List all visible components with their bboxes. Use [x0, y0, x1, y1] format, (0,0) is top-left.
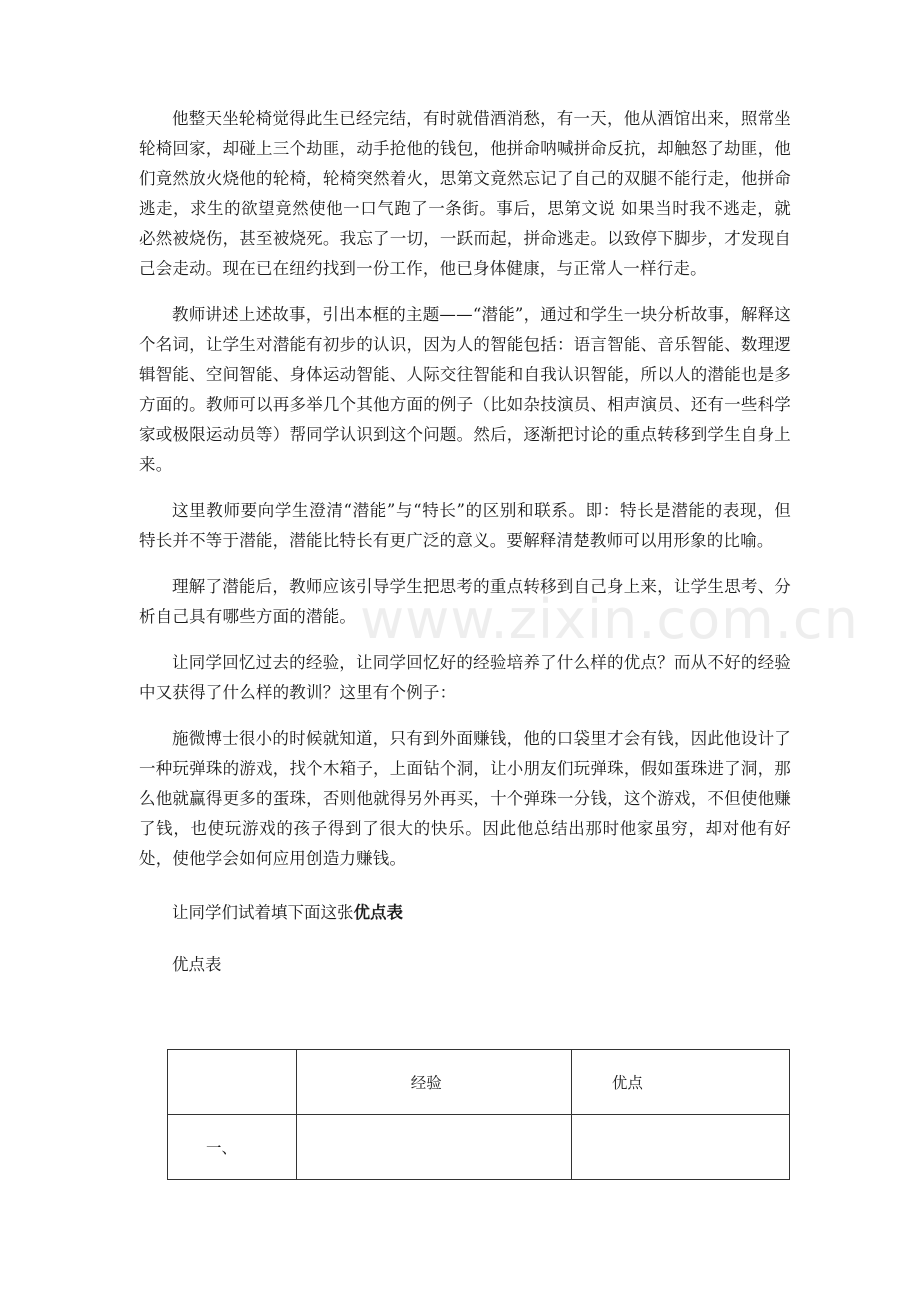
paragraph-self-reflection: 理解了潜能后，教师应该引导学生把思考的重点转移到自己身上来，让学生思考、分析自己具有哪些方面的潜能。 [139, 577, 791, 626]
header-cell-merit: 优点 [571, 1050, 789, 1115]
header-cell-blank [168, 1050, 297, 1115]
table-header-row [168, 1050, 790, 1115]
table-title: 优点表 [172, 955, 222, 974]
table-row [168, 1115, 790, 1180]
document-body [139, 104, 791, 980]
merit-table [167, 1049, 790, 1180]
experience-cell[interactable] [296, 1115, 571, 1180]
paragraph-potential-vs-talent: 这里教师要向学生澄清“潜能”与“特长”的区别和联系。即：特长是潜能的表现，但特长并不等于潜能，潜能比特长有更广泛的意义。要解释清楚教师可以用形象的比喻。 [139, 501, 791, 550]
table-intro-line [139, 898, 791, 928]
table-intro-bold: 优点表 [353, 903, 403, 922]
paragraph-potential-intro: 教师讲述上述故事，引出本框的主题——“潜能”，通过和学生一块分析故事，解释这个名词，让学生对潜能有初步的认识，因为人的智能包括：语言智能、音乐智能、数理逻辑智能、空间智能、身体运动智能、人际交往智能和自我认识智能，所以人的潜能也是多方面的。教师可以再多举几个其他方面的例子（比如杂技演员、相声演员、还有一些科学家或极限运动员等）帮同学认识到这个问题。然后，逐渐把讨论的重点转移到学生自身上来。 [139, 305, 791, 474]
table-intro-lead: 让同学们试着填下面这张 [172, 903, 354, 922]
watermark: www.zixin.com.cn [360, 588, 859, 651]
paragraph-story-marbles: 施微博士很小的时候就知道，只有到外面赚钱，他的口袋里才会有钱，因此他设计了一种玩弹珠的游戏，找个木箱子，上面钻个洞，让小朋友们玩弹珠，假如蛋珠进了洞，那么他就赢得更多的蛋珠，否则他就得另外再买，十个弹珠一分钱，这个游戏，不但使他赚了钱，也使玩游戏的孩子得到了很大的快乐。因此他总结出那时他家虽穷，却对他有好处，使他学会如何应用创造力赚钱。 [139, 729, 791, 868]
paragraph-recall-experience: 让同学回忆过去的经验，让同学回忆好的经验培养了什么样的优点？而从不好的经验中又获得了什么样的教训？这里有个例子： [139, 653, 791, 702]
header-cell-experience: 经验 [296, 1050, 571, 1115]
merit-cell[interactable] [571, 1115, 789, 1180]
row-label-cell: 一、 [168, 1115, 297, 1180]
paragraph-story-wheelchair: 他整天坐轮椅觉得此生已经完结，有时就借酒消愁，有一天，他从酒馆出来，照常坐轮椅回家，却碰上三个劫匪，动手抢他的钱包，他拼命呐喊拼命反抗，却触怒了劫匪，他们竟然放火烧他的轮椅，轮椅突然着火，思第文竟然忘记了自己的双腿不能行走，他拼命逃走，求生的欲望竟然使他一口气跑了一条街。事后，思第文说 如果当时我不逃走，就必然被烧伤，甚至被烧死。我忘了一切，一跃而起，拼命逃走。以致停下脚步，才发现自己会走动。现在已在纽约找到一份工作，他已身体健康，与正常人一样行走。 [139, 109, 791, 278]
